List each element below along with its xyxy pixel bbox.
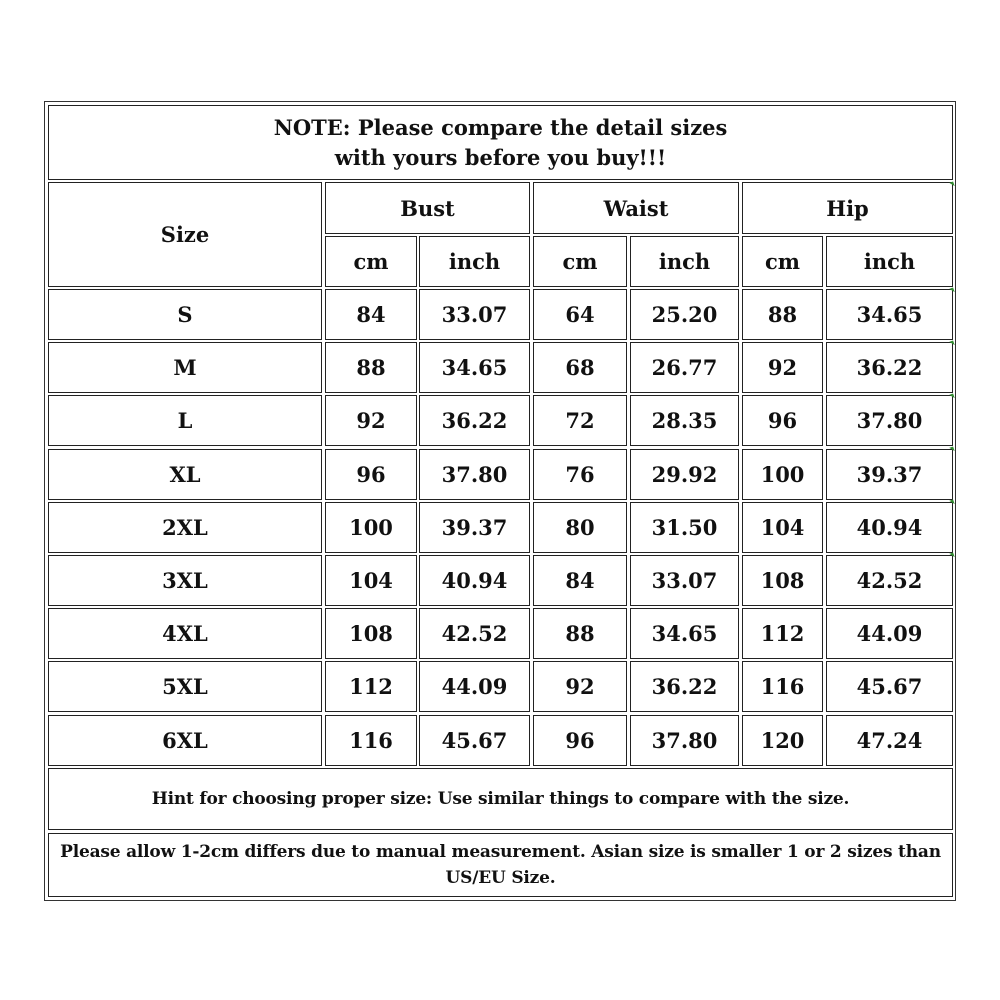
waist-cm-cell: 80 [533,502,627,553]
size-label-cell: XL [48,449,322,500]
bust-inch-cell: 39.37 [419,502,530,553]
bust-cm-cell: 116 [325,715,417,766]
hip-inch-cell: 44.09 [826,608,953,659]
note-line-2: with yours before you buy!!! [334,144,667,170]
hip-cm-cell: 100 [742,449,823,500]
waist-inch-cell: 37.80 [630,715,739,766]
green-corner-mark [949,446,954,452]
bust-cm-cell: 92 [325,395,417,446]
bust-header: Bust [325,182,530,234]
waist-inch-cell: 31.50 [630,502,739,553]
bust-inch-cell: 34.65 [419,342,530,393]
bust-inch-cell: 42.52 [419,608,530,659]
hip-header: Hip [742,182,953,234]
hip-inch-cell: 36.22 [826,342,953,393]
waist-inch-cell: 34.65 [630,608,739,659]
hip-cm-cell: 96 [742,395,823,446]
waist-cm-cell: 84 [533,555,627,606]
green-corner-mark [949,499,954,505]
green-corner-mark [949,340,954,346]
hip-inch-cell: 39.37 [826,449,953,500]
bust-cm-cell: 100 [325,502,417,553]
waist-header: Waist [533,182,739,234]
waist-cm-cell: 76 [533,449,627,500]
size-label-cell: S [48,289,322,340]
note-line-1: NOTE: Please compare the detail sizes [273,114,728,140]
hip-cm-cell: 116 [742,661,823,712]
waist-inch-cell: 29.92 [630,449,739,500]
hip-inch-cell: 40.94 [826,502,953,553]
waist-inch-cell: 33.07 [630,555,739,606]
hip-cm-cell: 108 [742,555,823,606]
waist-cm-cell: 72 [533,395,627,446]
hip-cm-header: cm [742,236,823,287]
bust-inch-cell: 33.07 [419,289,530,340]
measurement-allowance-note: Please allow 1-2cm differs due to manual measurement. Asian size is smaller 1 or 2 sizes than US/EU Size. [48,833,953,897]
hip-inch-cell: 37.80 [826,395,953,446]
waist-inch-cell: 28.35 [630,395,739,446]
green-corner-mark [949,393,954,399]
bust-inch-cell: 40.94 [419,555,530,606]
size-label-cell: 5XL [48,661,322,712]
hip-cm-cell: 88 [742,289,823,340]
bust-inch-cell: 36.22 [419,395,530,446]
bust-inch-header: inch [419,236,530,287]
bust-cm-cell: 104 [325,555,417,606]
waist-cm-cell: 88 [533,608,627,659]
waist-cm-cell: 96 [533,715,627,766]
size-label-cell: 2XL [48,502,322,553]
waist-inch-cell: 25.20 [630,289,739,340]
green-corner-mark [949,181,954,187]
hip-inch-header: inch [826,236,953,287]
bust-inch-cell: 45.67 [419,715,530,766]
hip-inch-cell: 47.24 [826,715,953,766]
size-header: Size [48,182,322,287]
size-label-cell: M [48,342,322,393]
waist-inch-cell: 26.77 [630,342,739,393]
bust-cm-cell: 112 [325,661,417,712]
hip-cm-cell: 112 [742,608,823,659]
bust-inch-cell: 44.09 [419,661,530,712]
note-banner [48,105,953,180]
waist-inch-cell: 36.22 [630,661,739,712]
green-corner-mark [949,552,954,558]
bust-cm-cell: 84 [325,289,417,340]
size-label-cell: 4XL [48,608,322,659]
hip-inch-cell: 45.67 [826,661,953,712]
hip-inch-cell: 34.65 [826,289,953,340]
green-corner-mark [949,287,954,293]
size-label-cell: 3XL [48,555,322,606]
size-hint: Hint for choosing proper size: Use similar things to compare with the size. [48,768,953,830]
size-label-cell: 6XL [48,715,322,766]
size-label-cell: L [48,395,322,446]
bust-cm-cell: 108 [325,608,417,659]
hip-cm-cell: 92 [742,342,823,393]
bust-cm-cell: 88 [325,342,417,393]
hip-cm-cell: 104 [742,502,823,553]
waist-inch-header: inch [630,236,739,287]
bust-cm-header: cm [325,236,417,287]
size-chart [44,101,956,901]
hip-inch-cell: 42.52 [826,555,953,606]
waist-cm-cell: 64 [533,289,627,340]
waist-cm-cell: 68 [533,342,627,393]
bust-inch-cell: 37.80 [419,449,530,500]
hip-cm-cell: 120 [742,715,823,766]
waist-cm-header: cm [533,236,627,287]
bust-cm-cell: 96 [325,449,417,500]
waist-cm-cell: 92 [533,661,627,712]
